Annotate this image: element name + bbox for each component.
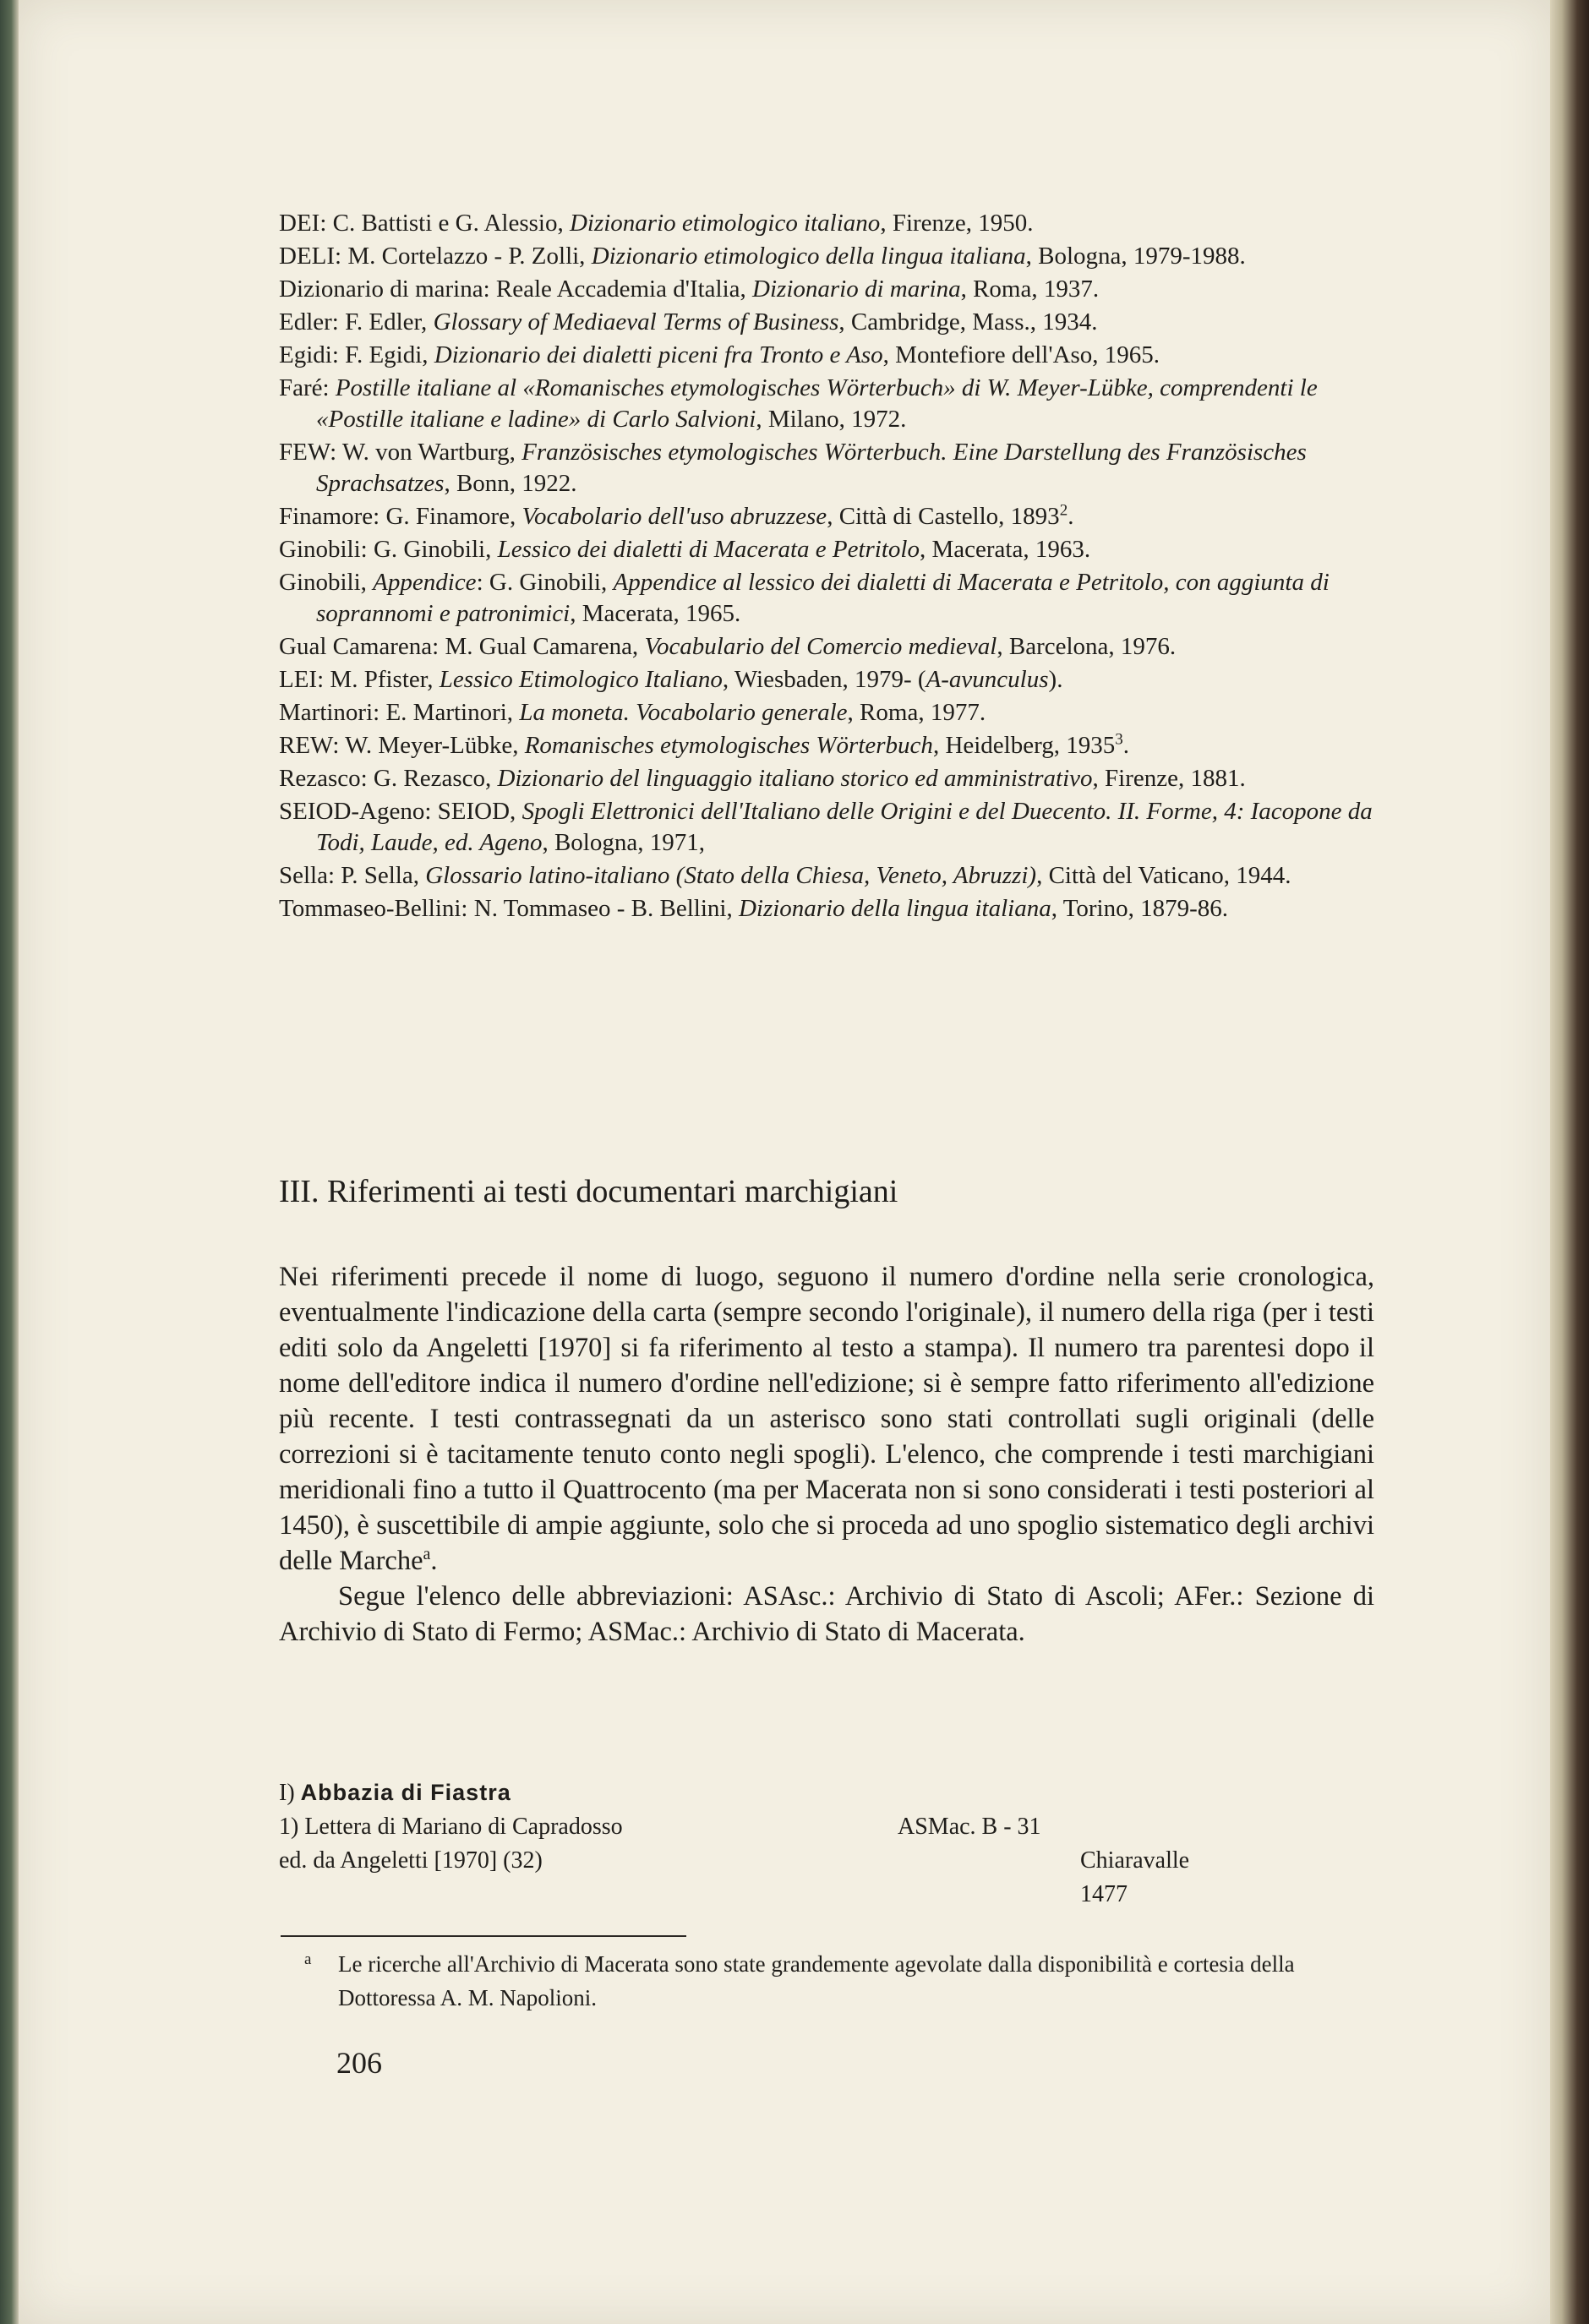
abbreviation-entry: [279, 241, 1374, 272]
abbreviation-imprint: , Heidelberg, 1935: [932, 732, 1116, 759]
abbreviation-imprint: , Montefiore dell'Aso, 1965.: [882, 341, 1160, 368]
abbreviation-imprint-end: ).: [1048, 666, 1063, 693]
abbreviation-entry: [279, 274, 1374, 305]
abbreviation-entry: [279, 567, 1374, 630]
abbreviation-author: E. Martinori,: [385, 699, 520, 726]
abbreviation-entry: [279, 860, 1374, 892]
abbreviation-key: LEI:: [279, 666, 330, 693]
abbreviation-key-tail: :: [476, 569, 489, 596]
abbreviation-title: Appendice al lessico dei dialetti di Macerata e Petritolo, con aggiunta di soprannomi e patronimici: [316, 569, 1330, 627]
abbreviation-author: C. Battisti e G. Alessio,: [332, 210, 570, 237]
list-entry-line-2: [279, 1844, 1190, 1907]
abbreviation-title: Lessico dei dialetti di Macerata e Petritolo: [497, 536, 920, 563]
abbreviation-author: F. Egidi,: [345, 341, 434, 368]
abbreviation-author: F. Edler,: [345, 308, 434, 336]
abbreviation-entry: [279, 664, 1374, 696]
abbreviation-title: Spogli Elettronici dell'Italiano delle Origini e del Duecento. II. Forme, 4: Iacopone da Todi, Laude, ed. Ageno: [316, 798, 1373, 856]
abbreviation-entry: [279, 763, 1374, 794]
abbreviation-imprint: , Città del Vaticano, 1944.: [1036, 862, 1291, 889]
abbreviation-entry: [279, 893, 1374, 925]
abbreviation-title: Dizionario dei dialetti piceni fra Tronto e Aso: [434, 341, 883, 368]
abbreviation-imprint: , Milano, 1972.: [756, 406, 907, 433]
abbreviation-author: M. Pfister,: [330, 666, 440, 693]
page-number: 206: [336, 2046, 382, 2080]
abbreviation-entry: [279, 340, 1374, 371]
abbreviation-key-italic: Appendice: [373, 569, 477, 596]
abbreviation-entry: [279, 373, 1374, 435]
abbreviation-imprint: , Wiesbaden, 1979- (: [722, 666, 926, 693]
entry-title: 1) Lettera di Mariano di Capradosso: [279, 1814, 623, 1840]
abbreviation-imprint: , Bologna, 1979-1988.: [1025, 243, 1246, 270]
abbreviation-key: DEI:: [279, 210, 333, 237]
abbreviation-author: W. Meyer-Lübke,: [345, 732, 525, 759]
abbreviation-key: Dizionario di marina:: [279, 275, 496, 303]
abbreviation-key: SEIOD-Ageno:: [279, 798, 438, 825]
abbreviation-imprint: , Firenze, 1881.: [1092, 765, 1246, 792]
abbreviation-title: La moneta. Vocabolario generale: [519, 699, 848, 726]
abbreviation-entry: [279, 208, 1374, 239]
abbreviation-title: Romanisches etymologisches Wörterbuch: [524, 732, 933, 759]
edition-superscript: 3: [1115, 730, 1123, 749]
abbreviation-title: Dizionario etimologico della lingua italiana: [591, 243, 1026, 270]
footnote-ref-a: a: [423, 1545, 431, 1564]
abbreviation-author: G. Finamore,: [385, 503, 522, 530]
abbreviation-author: M. Cortelazzo - P. Zolli,: [347, 243, 592, 270]
list-entry-line-1: [279, 1810, 1124, 1844]
abbreviation-imprint: , Bonn, 1922.: [444, 470, 577, 497]
abbreviation-title: Postille italiane al «Romanisches etymologisches Wörterbuch» di W. Meyer-Lübke, comprendenti le «Postille italiane e ladine» di Carlo Salvioni: [316, 374, 1318, 433]
abbreviation-list: [279, 208, 1374, 926]
abbreviation-entry: [279, 730, 1374, 761]
abbreviation-title: Vocabulario del Comercio medieval: [644, 633, 997, 660]
abbreviation-imprint: , Macerata, 1965.: [570, 600, 741, 627]
abbreviation-author: M. Gual Camarena,: [445, 633, 645, 660]
abbreviation-imprint: , Firenze, 1950.: [880, 210, 1034, 237]
abbreviation-key: Martinori:: [279, 699, 386, 726]
entry-edition: ed. da Angeletti [1970] (32): [279, 1847, 543, 1874]
footnote-mark: a: [304, 1950, 312, 1968]
body-paragraph-1: [279, 1259, 1374, 1579]
abbreviation-imprint-end: .: [1122, 732, 1129, 759]
paragraph-1-end: .: [430, 1546, 438, 1576]
abbreviation-key: Faré:: [279, 374, 336, 401]
abbreviation-imprint-end: .: [1068, 503, 1074, 530]
abbreviation-author: SEIOD,: [437, 798, 522, 825]
abbreviation-key: Tommaseo-Bellini:: [279, 895, 474, 922]
abbreviation-title: Dizionario etimologico italiano: [569, 210, 881, 237]
abbreviation-range: A-avunculus: [926, 666, 1049, 693]
paragraph-1-text: Nei riferimenti precede il nome di luogo, seguono il numero d'ordine nella serie cronologica, eventualmente l'indicazione della carta (sempre secondo l'originale), il numero della riga (per i testi editi solo da Angeletti [1970] si fa riferimento al testo a stampa). Il numero tra parentesi dopo il nome dell'editore indica il numero d'ordine nell'edizione; si è sempre fatto riferimento all'edizione più recente. I testi contrassegnati da un asterisco sono stati controllati sugli originali (delle correzioni si è tacitamente tenuto conto negli spogli). L'elenco, che comprende i testi marchigiani meridionali fino a tutto il Quattrocento (ma per Macerata non si sono considerati i testi posteriori al 1450), è suscettibile di ampie aggiunte, solo che si proceda ad uno spoglio sistematico degli archivi delle Marche: [279, 1262, 1374, 1576]
entry-place-date: Chiaravalle 1477: [1080, 1847, 1190, 1907]
abbreviation-imprint: , Roma, 1937.: [960, 275, 1100, 303]
section-body: [279, 1259, 1374, 1650]
abbreviation-imprint: , Città di Castello, 1893: [827, 503, 1060, 530]
book-spine-edge: [0, 0, 19, 2324]
abbreviation-entry: [279, 697, 1374, 728]
abbreviation-key: Ginobili:: [279, 536, 374, 563]
abbreviation-title: Französisches etymologisches Wörterbuch. Eine Darstellung des Französisches Sprachsatzes: [316, 439, 1307, 497]
abbreviation-key: Gual Camarena:: [279, 633, 445, 660]
abbreviation-key: Sella:: [279, 862, 341, 889]
abbreviation-author: G. Ginobili,: [373, 536, 498, 563]
abbreviation-author: P. Sella,: [341, 862, 426, 889]
abbreviation-key: REW:: [279, 732, 346, 759]
abbreviation-author: N. Tommaseo - B. Bellini,: [473, 895, 739, 922]
abbreviation-imprint: , Cambridge, Mass., 1934.: [838, 308, 1098, 336]
footnote-rule: [281, 1935, 686, 1937]
abbreviation-title: Glossary of Mediaeval Terms of Business: [433, 308, 839, 336]
abbreviation-author: G. Ginobili,: [489, 569, 614, 596]
abbreviation-entry: [279, 437, 1374, 499]
abbreviation-title: Glossario latino-italiano (Stato della Chiesa, Veneto, Abruzzi): [425, 862, 1037, 889]
abbreviation-key: Ginobili,: [279, 569, 374, 596]
abbreviation-entry: [279, 307, 1374, 338]
abbreviation-entry: [279, 534, 1374, 565]
list-heading-title: Abbazia di Fiastra: [300, 1780, 511, 1805]
entry-archive: ASMac. B - 31: [898, 1814, 1041, 1840]
abbreviation-entry: [279, 501, 1374, 532]
page-right-edge: [1550, 0, 1589, 2324]
abbreviation-imprint: , Barcelona, 1976.: [997, 633, 1177, 660]
footnote-text: Le ricerche all'Archivio di Macerata sono state grandemente agevolate dalla disponibilità e cortesia della Dottoressa A. M. Napolioni.: [338, 1951, 1295, 2010]
abbreviation-author: G. Rezasco,: [373, 765, 498, 792]
abbreviation-title: Vocabolario dell'uso abruzzese: [521, 503, 827, 530]
abbreviation-imprint: , Bologna, 1971,: [542, 829, 705, 856]
abbreviation-entry: [279, 631, 1374, 663]
abbreviation-key: Edler:: [279, 308, 346, 336]
abbreviation-key: Rezasco:: [279, 765, 374, 792]
abbreviation-key: Finamore:: [279, 503, 386, 530]
abbreviation-key: DELI:: [279, 243, 348, 270]
abbreviation-imprint: , Macerata, 1963.: [919, 536, 1091, 563]
abbreviation-key: Egidi:: [279, 341, 346, 368]
abbreviation-key: FEW:: [279, 439, 342, 466]
list-heading-number: I): [279, 1780, 301, 1806]
abbreviation-title: Dizionario del linguaggio italiano storico ed amministrativo: [497, 765, 1093, 792]
body-paragraph-2: Segue l'elenco delle abbreviazioni: ASAsc.: Archivio di Stato di Ascoli; AFer.: Sezione di Archivio di Stato di Fermo; ASMac.: Archivio di Stato di Macerata.: [279, 1581, 1374, 1647]
abbreviation-title: Lessico Etimologico Italiano: [439, 666, 723, 693]
section-title: III. Riferimenti ai testi documentari marchigiani: [279, 1174, 898, 1209]
abbreviation-imprint: , Roma, 1977.: [847, 699, 986, 726]
abbreviation-title: Dizionario di marina: [752, 275, 961, 303]
abbreviation-author: Reale Accademia d'Italia,: [495, 275, 753, 303]
abbreviation-author: W. von Wartburg,: [341, 439, 522, 466]
abbreviation-imprint: , Torino, 1879-86.: [1051, 895, 1229, 922]
footnote: [279, 1947, 1374, 2015]
document-list: [279, 1776, 1190, 1907]
list-heading: [279, 1776, 1124, 1810]
abbreviation-title: Dizionario della lingua italiana: [738, 895, 1051, 922]
abbreviation-entry: [279, 796, 1374, 859]
edition-superscript: 2: [1059, 501, 1068, 520]
